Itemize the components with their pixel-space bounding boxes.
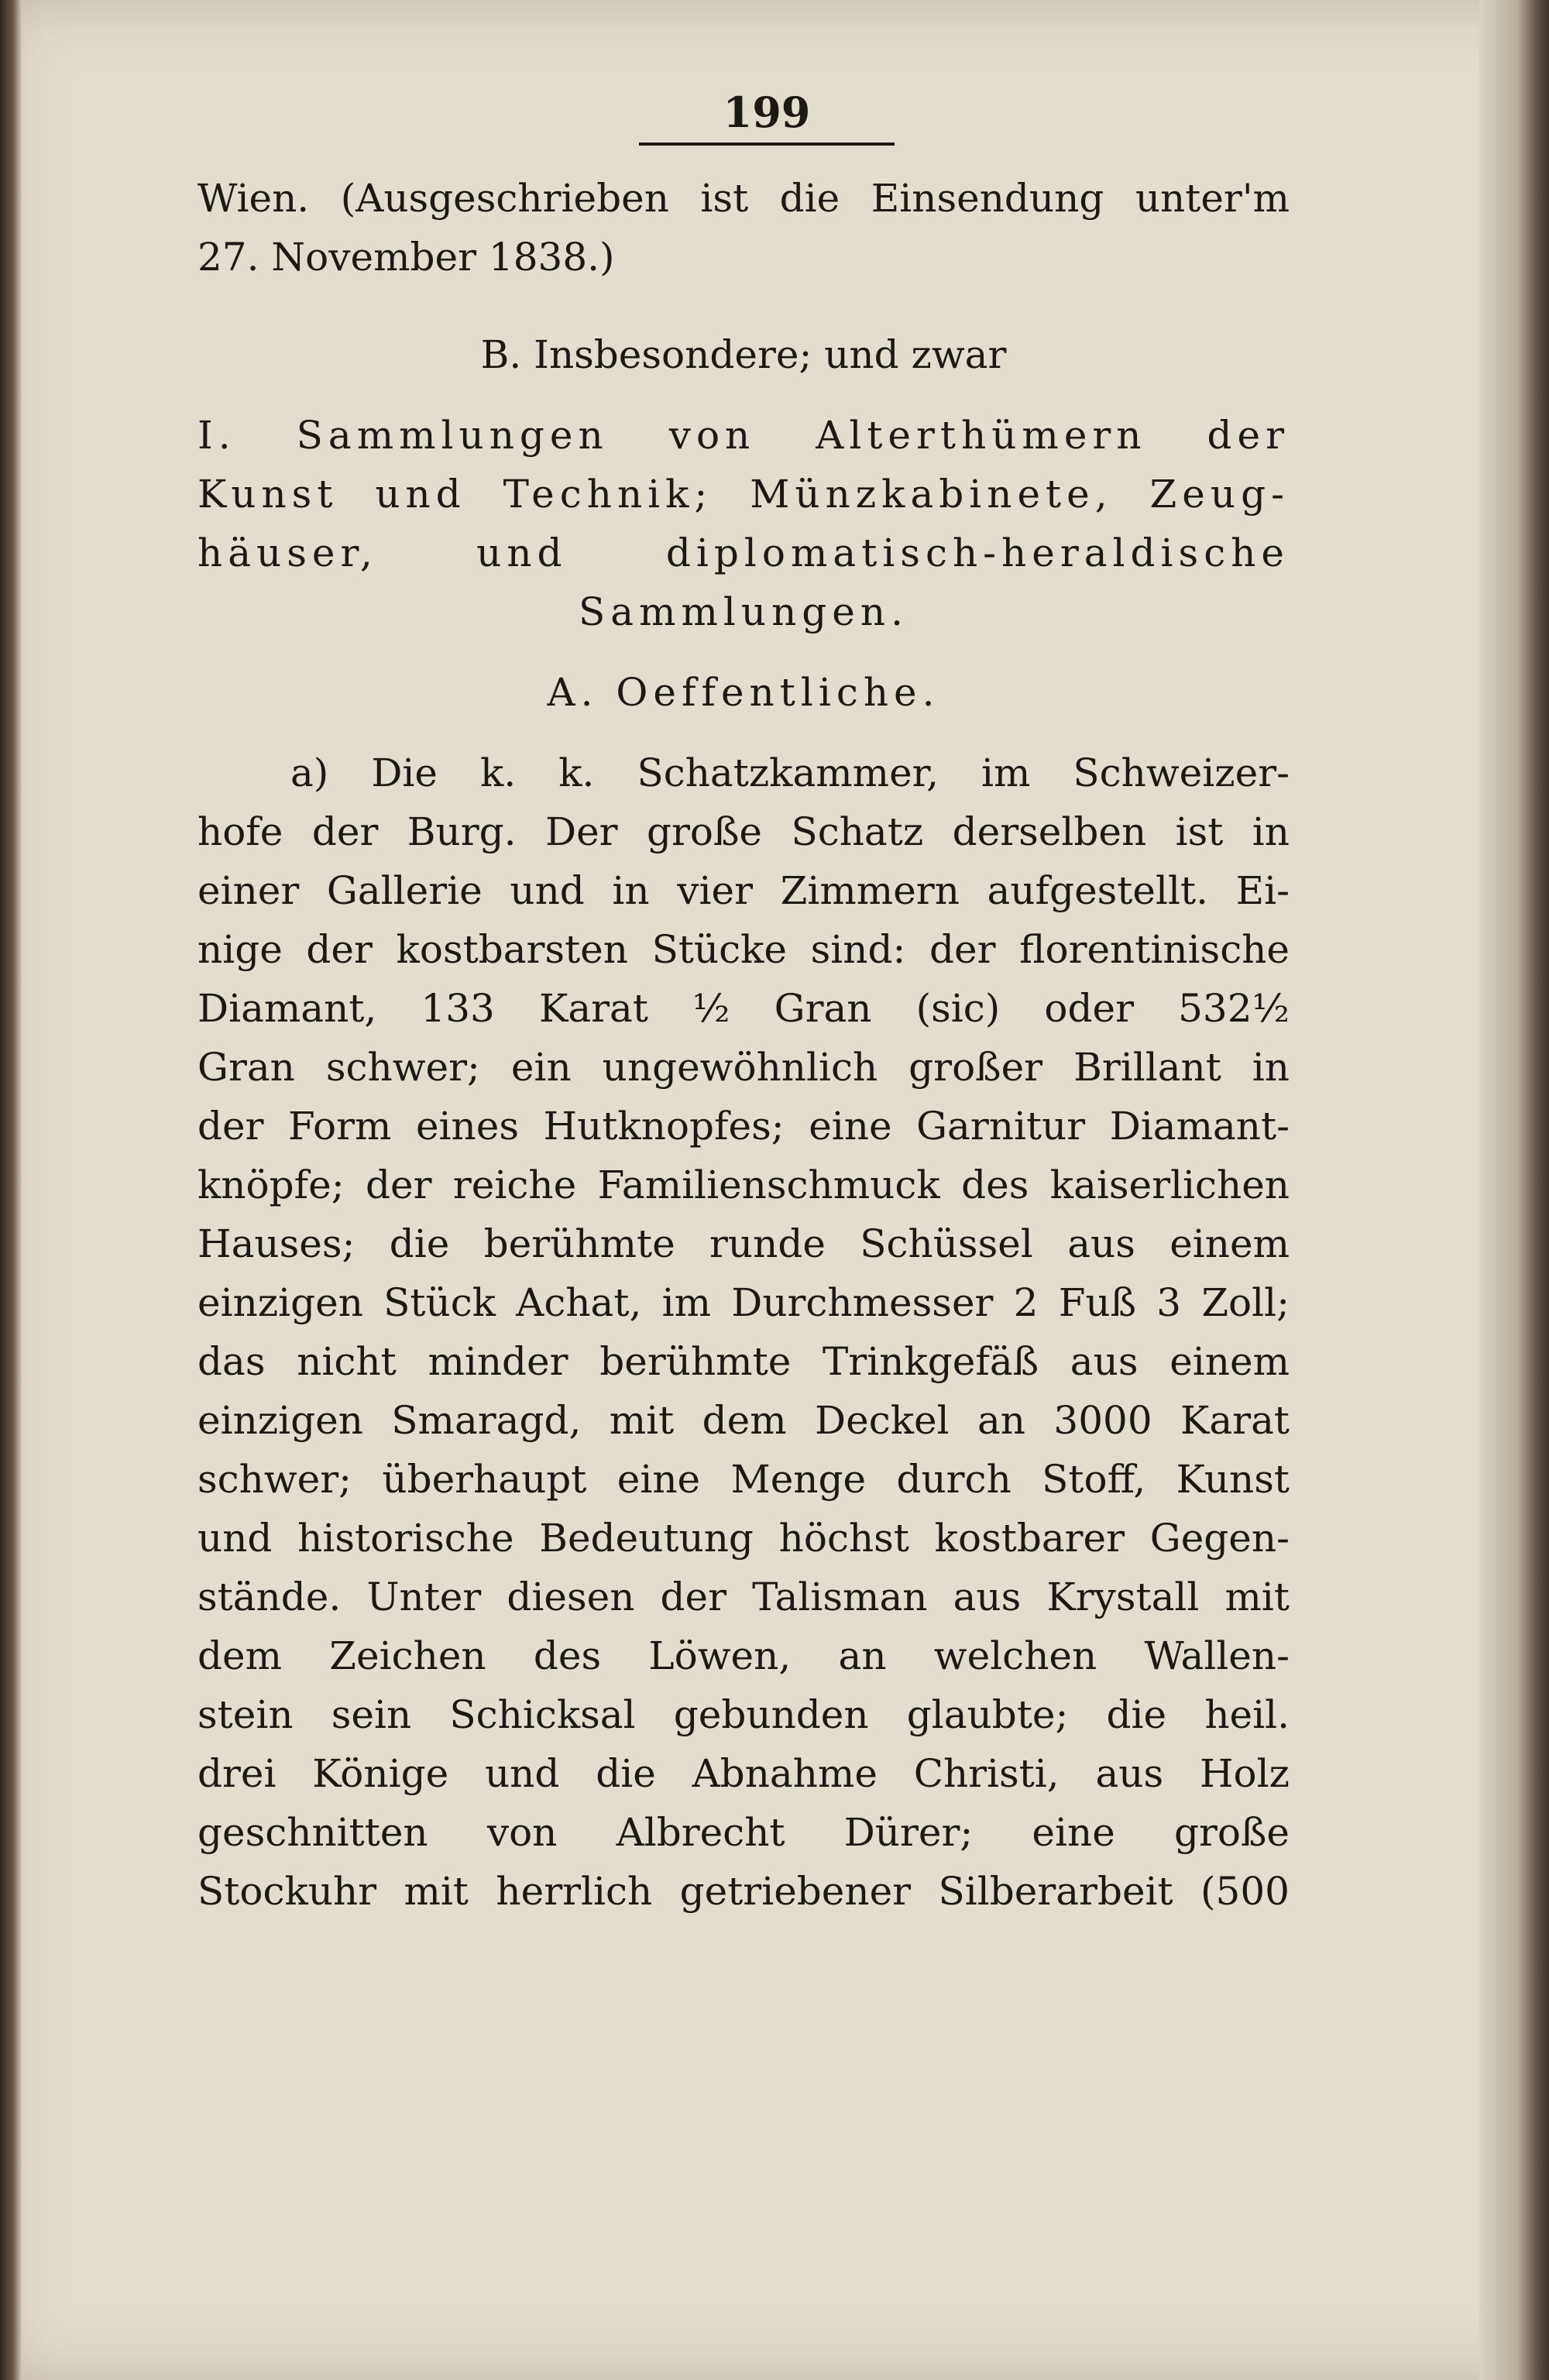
category-heading: A. Oeffentliche. xyxy=(547,670,940,715)
paragraph-line: Hauses; die berühmte runde Schüssel aus einem xyxy=(197,1221,1290,1266)
subsection-heading-line: I. Sammlungen von Alterthümern der xyxy=(197,413,1290,458)
paragraph-line: einzigen Stück Achat, im Durchmesser 2 Fuß 3 Zoll; xyxy=(197,1280,1290,1325)
paragraph-line: nige der kostbarsten Stücke sind: der florentinische xyxy=(197,927,1290,972)
paragraph-line: und historische Bedeutung höchst kostbarer Gegen- xyxy=(197,1516,1290,1561)
paragraph-line: der Form eines Hutknopfes; eine Garnitur Diamant- xyxy=(197,1104,1290,1149)
paragraph-line: dem Zeichen des Löwen, an welchen Wallen- xyxy=(197,1633,1290,1678)
subsection-heading-line: Sammlungen. xyxy=(579,589,908,634)
paragraph-line: stände. Unter diesen der Talisman aus Krystall mit xyxy=(197,1575,1290,1619)
book-binding-edge xyxy=(0,0,22,2380)
page-edge-shadow xyxy=(1479,0,1549,2380)
header-rule xyxy=(639,143,895,146)
paragraph-line: stein sein Schicksal gebunden glaubte; die heil. xyxy=(197,1692,1290,1737)
subsection-heading-line: Kunst und Technik; Münzkabinete, Zeug- xyxy=(197,472,1290,517)
paragraph-line: hofe der Burg. Der große Schatz derselben ist in xyxy=(197,809,1290,854)
paragraph-line: knöpfe; der reiche Familienschmuck des kaiserlichen xyxy=(197,1163,1290,1207)
paragraph-line: a) Die k. k. Schatzkammer, im Schweizer- xyxy=(290,750,1290,795)
paragraph-line: drei Könige und die Abnahme Christi, aus Holz xyxy=(197,1751,1290,1796)
text-line: 27. November 1838.) xyxy=(197,235,615,280)
paragraph-line: schwer; überhaupt eine Menge durch Stoff, Kunst xyxy=(197,1457,1290,1502)
paragraph-line: einer Gallerie und in vier Zimmern aufgestellt. Ei- xyxy=(197,868,1290,913)
paragraph-line: geschnitten von Albrecht Dürer; eine große xyxy=(197,1810,1290,1855)
paragraph-line: einzigen Smaragd, mit dem Deckel an 3000 Karat xyxy=(197,1398,1290,1443)
subsection-heading-line: häuser, und diplomatisch-heraldische xyxy=(197,531,1290,575)
paragraph-line: Stockuhr mit herrlich getriebener Silberarbeit (500 xyxy=(197,1869,1290,1914)
section-heading: B. Insbesondere; und zwar xyxy=(480,332,1007,377)
paragraph-line: das nicht minder berühmte Trinkgefäß aus einem xyxy=(197,1339,1290,1384)
text-line: Wien. (Ausgeschrieben ist die Einsendung unter'm xyxy=(197,176,1290,221)
page-number: 199 xyxy=(723,88,811,137)
paragraph-line: Gran schwer; ein ungewöhnlich großer Brillant in xyxy=(197,1045,1290,1090)
paragraph-line: Diamant, 133 Karat ½ Gran (sic) oder 532½ xyxy=(197,986,1290,1031)
page-text-block xyxy=(197,85,1290,1921)
